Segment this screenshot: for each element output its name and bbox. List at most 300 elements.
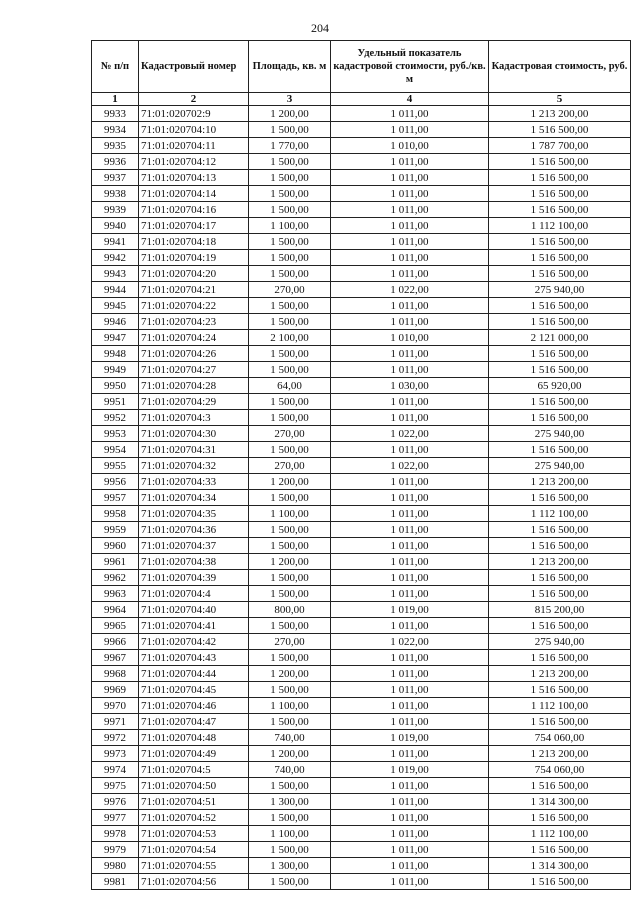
cadastral-value-cell: 1 516 500,00 bbox=[489, 682, 631, 698]
cadastral-number-cell: 71:01:020704:27 bbox=[139, 362, 249, 378]
row-number-cell: 9951 bbox=[92, 394, 139, 410]
cadastral-number-cell: 71:01:020704:47 bbox=[139, 714, 249, 730]
table-body bbox=[92, 106, 631, 890]
area-cell: 1 500,00 bbox=[249, 154, 331, 170]
cadastral-number-cell: 71:01:020704:54 bbox=[139, 842, 249, 858]
cadastral-number-cell: 71:01:020704:44 bbox=[139, 666, 249, 682]
area-cell: 1 500,00 bbox=[249, 650, 331, 666]
unit-value-cell: 1 011,00 bbox=[331, 170, 489, 186]
unit-value-cell: 1 011,00 bbox=[331, 122, 489, 138]
table-row bbox=[92, 666, 631, 682]
cadastral-value-cell: 1 516 500,00 bbox=[489, 170, 631, 186]
cadastral-value-cell: 1 516 500,00 bbox=[489, 202, 631, 218]
cadastral-number-cell: 71:01:020704:37 bbox=[139, 538, 249, 554]
table-row bbox=[92, 154, 631, 170]
table-row bbox=[92, 234, 631, 250]
table-row bbox=[92, 378, 631, 394]
cadastral-number-cell: 71:01:020704:33 bbox=[139, 474, 249, 490]
table-row bbox=[92, 586, 631, 602]
cadastral-value-cell: 275 940,00 bbox=[489, 282, 631, 298]
area-cell: 270,00 bbox=[249, 426, 331, 442]
unit-value-cell: 1 011,00 bbox=[331, 362, 489, 378]
cadastral-value-cell: 1 516 500,00 bbox=[489, 874, 631, 890]
table-row bbox=[92, 122, 631, 138]
cadastral-value-cell: 275 940,00 bbox=[489, 426, 631, 442]
cadastral-number-cell: 71:01:020702:9 bbox=[139, 106, 249, 122]
area-cell: 1 500,00 bbox=[249, 586, 331, 602]
cadastral-number-cell: 71:01:020704:14 bbox=[139, 186, 249, 202]
table-row bbox=[92, 634, 631, 650]
cadastral-number-cell: 71:01:020704:26 bbox=[139, 346, 249, 362]
area-cell: 1 100,00 bbox=[249, 826, 331, 842]
unit-value-cell: 1 011,00 bbox=[331, 266, 489, 282]
table-header bbox=[92, 41, 631, 106]
cadastral-value-cell: 1 516 500,00 bbox=[489, 650, 631, 666]
cadastral-number-cell: 71:01:020704:32 bbox=[139, 458, 249, 474]
cadastral-value-cell: 1 516 500,00 bbox=[489, 394, 631, 410]
unit-value-cell: 1 011,00 bbox=[331, 682, 489, 698]
area-cell: 1 500,00 bbox=[249, 394, 331, 410]
cadastral-number-cell: 71:01:020704:45 bbox=[139, 682, 249, 698]
cadastral-value-cell: 1 516 500,00 bbox=[489, 314, 631, 330]
cadastral-value-cell: 1 213 200,00 bbox=[489, 474, 631, 490]
unit-value-cell: 1 011,00 bbox=[331, 842, 489, 858]
unit-value-cell: 1 010,00 bbox=[331, 330, 489, 346]
row-number-cell: 9978 bbox=[92, 826, 139, 842]
header-unit-value: Удельный показатель кадастровой стоимости, руб./кв. м bbox=[331, 41, 489, 93]
table-row bbox=[92, 298, 631, 314]
header-cadastral-value: Кадастровая стоимость, руб. bbox=[489, 41, 631, 93]
row-number-cell: 9933 bbox=[92, 106, 139, 122]
row-number-cell: 9968 bbox=[92, 666, 139, 682]
table-row bbox=[92, 730, 631, 746]
cadastral-value-cell: 1 516 500,00 bbox=[489, 538, 631, 554]
row-number-cell: 9974 bbox=[92, 762, 139, 778]
cadastral-value-cell: 1 314 300,00 bbox=[489, 858, 631, 874]
row-number-cell: 9938 bbox=[92, 186, 139, 202]
area-cell: 1 500,00 bbox=[249, 250, 331, 266]
cadastral-value-cell: 1 213 200,00 bbox=[489, 666, 631, 682]
cadastral-number-cell: 71:01:020704:12 bbox=[139, 154, 249, 170]
row-number-cell: 9961 bbox=[92, 554, 139, 570]
row-number-cell: 9972 bbox=[92, 730, 139, 746]
table-row bbox=[92, 538, 631, 554]
unit-value-cell: 1 010,00 bbox=[331, 138, 489, 154]
area-cell: 1 500,00 bbox=[249, 538, 331, 554]
row-number-cell: 9953 bbox=[92, 426, 139, 442]
cadastral-number-cell: 71:01:020704:48 bbox=[139, 730, 249, 746]
column-number: 2 bbox=[139, 93, 249, 106]
cadastral-number-cell: 71:01:020704:46 bbox=[139, 698, 249, 714]
row-number-cell: 9942 bbox=[92, 250, 139, 266]
unit-value-cell: 1 011,00 bbox=[331, 618, 489, 634]
cadastral-number-cell: 71:01:020704:11 bbox=[139, 138, 249, 154]
area-cell: 1 500,00 bbox=[249, 186, 331, 202]
area-cell: 1 500,00 bbox=[249, 570, 331, 586]
unit-value-cell: 1 011,00 bbox=[331, 490, 489, 506]
row-number-cell: 9935 bbox=[92, 138, 139, 154]
unit-value-cell: 1 011,00 bbox=[331, 394, 489, 410]
table-row bbox=[92, 874, 631, 890]
header-area: Площадь, кв. м bbox=[249, 41, 331, 93]
row-number-cell: 9981 bbox=[92, 874, 139, 890]
cadastral-number-cell: 71:01:020704:50 bbox=[139, 778, 249, 794]
cadastral-number-cell: 71:01:020704:36 bbox=[139, 522, 249, 538]
table-row bbox=[92, 682, 631, 698]
cadastral-number-cell: 71:01:020704:28 bbox=[139, 378, 249, 394]
table-row bbox=[92, 650, 631, 666]
area-cell: 1 500,00 bbox=[249, 874, 331, 890]
cadastral-number-cell: 71:01:020704:24 bbox=[139, 330, 249, 346]
row-number-cell: 9962 bbox=[92, 570, 139, 586]
unit-value-cell: 1 022,00 bbox=[331, 282, 489, 298]
table-row bbox=[92, 250, 631, 266]
area-cell: 1 500,00 bbox=[249, 778, 331, 794]
row-number-cell: 9934 bbox=[92, 122, 139, 138]
row-number-cell: 9971 bbox=[92, 714, 139, 730]
cadastral-number-cell: 71:01:020704:3 bbox=[139, 410, 249, 426]
unit-value-cell: 1 022,00 bbox=[331, 458, 489, 474]
cadastral-number-cell: 71:01:020704:40 bbox=[139, 602, 249, 618]
area-cell: 270,00 bbox=[249, 634, 331, 650]
cadastral-number-cell: 71:01:020704:52 bbox=[139, 810, 249, 826]
row-number-cell: 9960 bbox=[92, 538, 139, 554]
unit-value-cell: 1 011,00 bbox=[331, 538, 489, 554]
unit-value-cell: 1 011,00 bbox=[331, 826, 489, 842]
row-number-cell: 9937 bbox=[92, 170, 139, 186]
unit-value-cell: 1 011,00 bbox=[331, 314, 489, 330]
cadastral-value-cell: 1 516 500,00 bbox=[489, 250, 631, 266]
cadastral-number-cell: 71:01:020704:43 bbox=[139, 650, 249, 666]
unit-value-cell: 1 022,00 bbox=[331, 426, 489, 442]
table-row bbox=[92, 362, 631, 378]
table-row bbox=[92, 746, 631, 762]
cadastral-value-cell: 1 213 200,00 bbox=[489, 106, 631, 122]
table-row bbox=[92, 778, 631, 794]
cadastral-number-cell: 71:01:020704:49 bbox=[139, 746, 249, 762]
table-row bbox=[92, 458, 631, 474]
unit-value-cell: 1 011,00 bbox=[331, 410, 489, 426]
header-row bbox=[92, 41, 631, 93]
cadastral-number-cell: 71:01:020704:41 bbox=[139, 618, 249, 634]
area-cell: 1 100,00 bbox=[249, 218, 331, 234]
table-row bbox=[92, 346, 631, 362]
table-row bbox=[92, 762, 631, 778]
cadastral-value-cell: 1 516 500,00 bbox=[489, 346, 631, 362]
cadastral-value-cell: 1 516 500,00 bbox=[489, 490, 631, 506]
cadastral-value-cell: 1 516 500,00 bbox=[489, 618, 631, 634]
column-number: 5 bbox=[489, 93, 631, 106]
area-cell: 1 500,00 bbox=[249, 810, 331, 826]
row-number-cell: 9943 bbox=[92, 266, 139, 282]
unit-value-cell: 1 011,00 bbox=[331, 858, 489, 874]
row-number-cell: 9959 bbox=[92, 522, 139, 538]
row-number-cell: 9979 bbox=[92, 842, 139, 858]
table-row bbox=[92, 842, 631, 858]
unit-value-cell: 1 011,00 bbox=[331, 506, 489, 522]
area-cell: 1 200,00 bbox=[249, 666, 331, 682]
area-cell: 270,00 bbox=[249, 282, 331, 298]
area-cell: 2 100,00 bbox=[249, 330, 331, 346]
unit-value-cell: 1 011,00 bbox=[331, 586, 489, 602]
row-number-cell: 9973 bbox=[92, 746, 139, 762]
area-cell: 1 500,00 bbox=[249, 442, 331, 458]
table-row bbox=[92, 858, 631, 874]
row-number-cell: 9944 bbox=[92, 282, 139, 298]
area-cell: 1 100,00 bbox=[249, 698, 331, 714]
table-row bbox=[92, 602, 631, 618]
row-number-cell: 9941 bbox=[92, 234, 139, 250]
unit-value-cell: 1 011,00 bbox=[331, 186, 489, 202]
unit-value-cell: 1 011,00 bbox=[331, 154, 489, 170]
row-number-cell: 9950 bbox=[92, 378, 139, 394]
cadastral-value-cell: 1 516 500,00 bbox=[489, 154, 631, 170]
cadastral-number-cell: 71:01:020704:38 bbox=[139, 554, 249, 570]
area-cell: 270,00 bbox=[249, 458, 331, 474]
cadastral-value-cell: 754 060,00 bbox=[489, 730, 631, 746]
cadastral-number-cell: 71:01:020704:51 bbox=[139, 794, 249, 810]
row-number-cell: 9957 bbox=[92, 490, 139, 506]
row-number-cell: 9952 bbox=[92, 410, 139, 426]
unit-value-cell: 1 011,00 bbox=[331, 698, 489, 714]
area-cell: 1 500,00 bbox=[249, 122, 331, 138]
table-row bbox=[92, 506, 631, 522]
table-row bbox=[92, 282, 631, 298]
table-row bbox=[92, 218, 631, 234]
cadastral-value-cell: 1 314 300,00 bbox=[489, 794, 631, 810]
area-cell: 1 500,00 bbox=[249, 202, 331, 218]
cadastral-number-cell: 71:01:020704:39 bbox=[139, 570, 249, 586]
row-number-cell: 9966 bbox=[92, 634, 139, 650]
unit-value-cell: 1 011,00 bbox=[331, 298, 489, 314]
area-cell: 64,00 bbox=[249, 378, 331, 394]
table-row bbox=[92, 490, 631, 506]
unit-value-cell: 1 011,00 bbox=[331, 778, 489, 794]
row-number-cell: 9949 bbox=[92, 362, 139, 378]
row-number-cell: 9976 bbox=[92, 794, 139, 810]
table-row bbox=[92, 202, 631, 218]
area-cell: 1 200,00 bbox=[249, 106, 331, 122]
cadastral-number-cell: 71:01:020704:20 bbox=[139, 266, 249, 282]
row-number-cell: 9967 bbox=[92, 650, 139, 666]
cadastral-value-cell: 1 516 500,00 bbox=[489, 842, 631, 858]
cadastral-number-cell: 71:01:020704:42 bbox=[139, 634, 249, 650]
area-cell: 1 500,00 bbox=[249, 490, 331, 506]
table-row bbox=[92, 522, 631, 538]
unit-value-cell: 1 011,00 bbox=[331, 746, 489, 762]
cadastral-value-cell: 1 516 500,00 bbox=[489, 234, 631, 250]
cadastral-value-cell: 275 940,00 bbox=[489, 458, 631, 474]
area-cell: 1 200,00 bbox=[249, 474, 331, 490]
row-number-cell: 9948 bbox=[92, 346, 139, 362]
table-row bbox=[92, 426, 631, 442]
row-number-cell: 9965 bbox=[92, 618, 139, 634]
table-row bbox=[92, 714, 631, 730]
unit-value-cell: 1 011,00 bbox=[331, 106, 489, 122]
table-row bbox=[92, 570, 631, 586]
row-number-cell: 9946 bbox=[92, 314, 139, 330]
cadastral-value-cell: 1 516 500,00 bbox=[489, 298, 631, 314]
row-number-cell: 9969 bbox=[92, 682, 139, 698]
page-number: 204 bbox=[311, 21, 329, 35]
unit-value-cell: 1 011,00 bbox=[331, 218, 489, 234]
row-number-cell: 9955 bbox=[92, 458, 139, 474]
cadastral-value-cell: 1 112 100,00 bbox=[489, 218, 631, 234]
cadastral-number-cell: 71:01:020704:53 bbox=[139, 826, 249, 842]
cadastral-number-cell: 71:01:020704:10 bbox=[139, 122, 249, 138]
unit-value-cell: 1 011,00 bbox=[331, 234, 489, 250]
table-row bbox=[92, 394, 631, 410]
unit-value-cell: 1 019,00 bbox=[331, 602, 489, 618]
cadastral-value-cell: 1 516 500,00 bbox=[489, 442, 631, 458]
row-number-cell: 9947 bbox=[92, 330, 139, 346]
cadastral-number-cell: 71:01:020704:31 bbox=[139, 442, 249, 458]
table-row bbox=[92, 170, 631, 186]
unit-value-cell: 1 011,00 bbox=[331, 714, 489, 730]
cadastral-value-table bbox=[91, 40, 631, 890]
unit-value-cell: 1 011,00 bbox=[331, 794, 489, 810]
table-row bbox=[92, 826, 631, 842]
unit-value-cell: 1 011,00 bbox=[331, 666, 489, 682]
cadastral-value-cell: 1 213 200,00 bbox=[489, 554, 631, 570]
cadastral-number-cell: 71:01:020704:22 bbox=[139, 298, 249, 314]
cadastral-value-cell: 754 060,00 bbox=[489, 762, 631, 778]
table-row bbox=[92, 410, 631, 426]
row-number-cell: 9980 bbox=[92, 858, 139, 874]
table-row bbox=[92, 554, 631, 570]
table-row bbox=[92, 698, 631, 714]
cadastral-number-cell: 71:01:020704:17 bbox=[139, 218, 249, 234]
area-cell: 1 500,00 bbox=[249, 266, 331, 282]
cadastral-value-cell: 1 112 100,00 bbox=[489, 506, 631, 522]
table-row bbox=[92, 138, 631, 154]
area-cell: 1 500,00 bbox=[249, 842, 331, 858]
unit-value-cell: 1 011,00 bbox=[331, 874, 489, 890]
cadastral-value-cell: 1 112 100,00 bbox=[489, 826, 631, 842]
column-number: 4 bbox=[331, 93, 489, 106]
table-row bbox=[92, 794, 631, 810]
column-number-row bbox=[92, 93, 631, 106]
area-cell: 1 500,00 bbox=[249, 410, 331, 426]
unit-value-cell: 1 019,00 bbox=[331, 730, 489, 746]
table-row bbox=[92, 186, 631, 202]
cadastral-value-cell: 2 121 000,00 bbox=[489, 330, 631, 346]
header-row-number: № п/п bbox=[92, 41, 139, 93]
row-number-cell: 9939 bbox=[92, 202, 139, 218]
row-number-cell: 9945 bbox=[92, 298, 139, 314]
cadastral-value-cell: 1 516 500,00 bbox=[489, 266, 631, 282]
unit-value-cell: 1 011,00 bbox=[331, 202, 489, 218]
cadastral-value-cell: 1 787 700,00 bbox=[489, 138, 631, 154]
table-row bbox=[92, 330, 631, 346]
area-cell: 1 500,00 bbox=[249, 362, 331, 378]
table-row bbox=[92, 266, 631, 282]
area-cell: 1 500,00 bbox=[249, 346, 331, 362]
area-cell: 1 300,00 bbox=[249, 794, 331, 810]
table-row bbox=[92, 314, 631, 330]
area-cell: 1 200,00 bbox=[249, 554, 331, 570]
area-cell: 1 500,00 bbox=[249, 314, 331, 330]
unit-value-cell: 1 019,00 bbox=[331, 762, 489, 778]
unit-value-cell: 1 011,00 bbox=[331, 474, 489, 490]
area-cell: 1 100,00 bbox=[249, 506, 331, 522]
cadastral-number-cell: 71:01:020704:55 bbox=[139, 858, 249, 874]
cadastral-number-cell: 71:01:020704:21 bbox=[139, 282, 249, 298]
unit-value-cell: 1 011,00 bbox=[331, 554, 489, 570]
area-cell: 1 500,00 bbox=[249, 682, 331, 698]
unit-value-cell: 1 011,00 bbox=[331, 650, 489, 666]
row-number-cell: 9958 bbox=[92, 506, 139, 522]
area-cell: 1 500,00 bbox=[249, 522, 331, 538]
column-number: 3 bbox=[249, 93, 331, 106]
cadastral-value-cell: 1 516 500,00 bbox=[489, 810, 631, 826]
row-number-cell: 9964 bbox=[92, 602, 139, 618]
row-number-cell: 9956 bbox=[92, 474, 139, 490]
unit-value-cell: 1 030,00 bbox=[331, 378, 489, 394]
row-number-cell: 9977 bbox=[92, 810, 139, 826]
unit-value-cell: 1 011,00 bbox=[331, 522, 489, 538]
cadastral-number-cell: 71:01:020704:30 bbox=[139, 426, 249, 442]
unit-value-cell: 1 022,00 bbox=[331, 634, 489, 650]
cadastral-value-cell: 1 516 500,00 bbox=[489, 586, 631, 602]
table-row bbox=[92, 474, 631, 490]
cadastral-value-cell: 1 516 500,00 bbox=[489, 778, 631, 794]
cadastral-value-cell: 1 516 500,00 bbox=[489, 362, 631, 378]
unit-value-cell: 1 011,00 bbox=[331, 346, 489, 362]
unit-value-cell: 1 011,00 bbox=[331, 442, 489, 458]
area-cell: 740,00 bbox=[249, 730, 331, 746]
cadastral-value-cell: 1 516 500,00 bbox=[489, 122, 631, 138]
cadastral-number-cell: 71:01:020704:4 bbox=[139, 586, 249, 602]
table-row bbox=[92, 106, 631, 122]
cadastral-number-cell: 71:01:020704:5 bbox=[139, 762, 249, 778]
area-cell: 1 300,00 bbox=[249, 858, 331, 874]
table-row bbox=[92, 442, 631, 458]
cadastral-value-cell: 65 920,00 bbox=[489, 378, 631, 394]
unit-value-cell: 1 011,00 bbox=[331, 810, 489, 826]
cadastral-value-cell: 1 516 500,00 bbox=[489, 714, 631, 730]
area-cell: 1 500,00 bbox=[249, 714, 331, 730]
column-number: 1 bbox=[92, 93, 139, 106]
area-cell: 1 200,00 bbox=[249, 746, 331, 762]
unit-value-cell: 1 011,00 bbox=[331, 250, 489, 266]
cadastral-number-cell: 71:01:020704:56 bbox=[139, 874, 249, 890]
cadastral-value-cell: 1 516 500,00 bbox=[489, 410, 631, 426]
cadastral-number-cell: 71:01:020704:13 bbox=[139, 170, 249, 186]
cadastral-value-cell: 1 112 100,00 bbox=[489, 698, 631, 714]
area-cell: 800,00 bbox=[249, 602, 331, 618]
header-cadastral-number: Кадастровый номер bbox=[139, 41, 249, 93]
cadastral-number-cell: 71:01:020704:34 bbox=[139, 490, 249, 506]
cadastral-number-cell: 71:01:020704:19 bbox=[139, 250, 249, 266]
cadastral-number-cell: 71:01:020704:35 bbox=[139, 506, 249, 522]
row-number-cell: 9975 bbox=[92, 778, 139, 794]
table-row bbox=[92, 618, 631, 634]
cadastral-number-cell: 71:01:020704:23 bbox=[139, 314, 249, 330]
area-cell: 1 500,00 bbox=[249, 234, 331, 250]
cadastral-value-cell: 1 516 500,00 bbox=[489, 522, 631, 538]
cadastral-value-cell: 1 213 200,00 bbox=[489, 746, 631, 762]
row-number-cell: 9963 bbox=[92, 586, 139, 602]
cadastral-number-cell: 71:01:020704:29 bbox=[139, 394, 249, 410]
area-cell: 1 500,00 bbox=[249, 618, 331, 634]
row-number-cell: 9940 bbox=[92, 218, 139, 234]
cadastral-number-cell: 71:01:020704:18 bbox=[139, 234, 249, 250]
cadastral-value-cell: 275 940,00 bbox=[489, 634, 631, 650]
area-cell: 1 500,00 bbox=[249, 298, 331, 314]
area-cell: 1 770,00 bbox=[249, 138, 331, 154]
area-cell: 740,00 bbox=[249, 762, 331, 778]
